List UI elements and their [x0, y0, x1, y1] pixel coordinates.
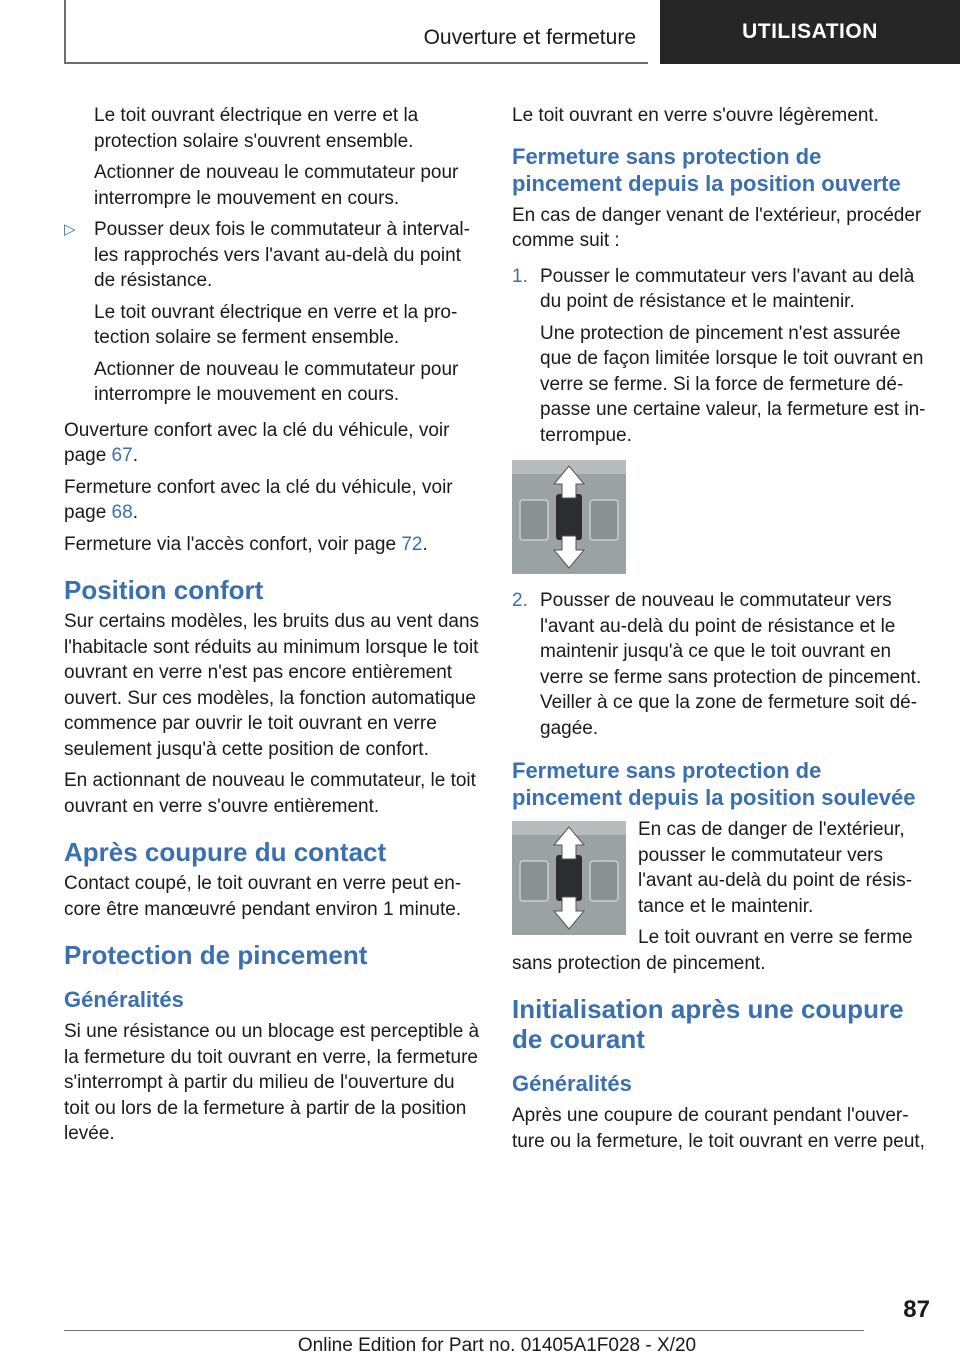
- heading-initialisation: Initialisation après une coupure de courant: [512, 994, 904, 1054]
- paragraph: Après une coupure de courant pendant l'ouverture ou la fermeture, le toit ouvrant en verre peut,: [512, 1105, 925, 1152]
- heading-apres-coupure: Après coupure du contact: [64, 837, 387, 867]
- roof-switch-icon: [512, 460, 626, 574]
- cross-reference: Fermeture confort avec la clé du véhicule, voir page 68.: [64, 476, 453, 523]
- subheading-generalites: Généralités: [64, 987, 184, 1012]
- heading-fermeture-soulevee: Fermeture sans protection de pincement depuis la position soulevée: [512, 758, 916, 810]
- numbered-step: [512, 588, 930, 741]
- bullet-text: Pousser deux fois le commutateur à intervalles rapprochés vers l'avant au-delà du point de résistance.: [94, 219, 470, 291]
- cross-reference: Ouverture confort avec la clé du véhicule, voir page 67.: [64, 419, 450, 466]
- page-link-72[interactable]: 72: [401, 533, 423, 555]
- paragraph: Contact coupé, le toit ouvrant en verre peut encore être manœuvré pendant environ 1 minute.: [64, 873, 462, 920]
- header-chapter-tab: [660, 0, 960, 64]
- right-column: [512, 103, 930, 1160]
- paragraph: Le toit ouvrant électrique en verre et la protection solaire se ferment ensemble.: [94, 301, 458, 348]
- step-number: 2.: [512, 590, 528, 611]
- subheading-generalites: Généralités: [512, 1071, 632, 1096]
- page-number: 87: [903, 1296, 930, 1323]
- paragraph: Si une résistance ou un blocage est perceptible à la fermeture du toit ouvrant en verre, la fermeture s'interrompt à partir du milieu de l'ouverture du toit ou lors de la fermeture à partir de la position levée.: [64, 1021, 480, 1144]
- step-text: Pousser de nouveau le commutateur vers l'avant au-delà du point de résistance et le maintenir jusqu'à ce que le toit ouvrant en verre se ferme sans protection de pincement. Veiller à ce que la zone de fermeture soit dégagée.: [540, 590, 922, 739]
- paragraph: Sur certains modèles, les bruits dus au vent dans l'habitacle sont réduits au minimum lorsque le toit ouvrant en verre n'est pas encore entièrement ouvert. Sur ces modèles, la fonction automatique commence par ouvrir le toit ouvrant en verre seulement jusqu'à cette position de confort.: [64, 611, 480, 760]
- paragraph: Le toit ouvrant en verre s'ouvre légèrement.: [512, 105, 879, 126]
- triangle-bullet-icon: ▷: [64, 221, 76, 238]
- heading-protection-pincement: Protection de pincement: [64, 940, 368, 970]
- paragraph: En cas de danger de l'extérieur, pousser le commutateur vers l'avant au-delà du point de résistance et le maintenir.: [638, 819, 913, 917]
- paragraph: Actionner de nouveau le commutateur pour interrompre le mouvement en cours.: [94, 358, 459, 405]
- reference-text: Fermeture via l'accès confort, voir page: [64, 533, 402, 555]
- cross-reference: Fermeture via l'accès confort, voir page 72.: [64, 533, 428, 555]
- roof-switch-icon: [512, 821, 626, 935]
- header-rule-horizontal: [64, 62, 648, 64]
- header-rule-vertical: [64, 0, 66, 64]
- numbered-step: [512, 264, 930, 315]
- step-number: 1.: [512, 265, 528, 287]
- chapter-label: UTILISATION: [742, 20, 878, 43]
- paragraph: Le toit ouvrant en verre se ferme sans protection de pincement.: [512, 927, 913, 974]
- reference-text: Fermeture confort avec la clé du véhicule, voir page: [64, 476, 453, 523]
- bullet-item: [64, 217, 482, 294]
- page-link-67[interactable]: 67: [111, 445, 133, 466]
- paragraph: Le toit ouvrant électrique en verre et la protection solaire s'ouvrent ensemble.: [94, 105, 419, 152]
- paragraph: Actionner de nouveau le commutateur pour interrompre le mouvement en cours.: [94, 162, 459, 209]
- paragraph: En cas de danger venant de l'extérieur, procéder comme suit :: [512, 204, 922, 251]
- page-link-68[interactable]: 68: [111, 502, 133, 523]
- heading-position-confort: Position confort: [64, 575, 264, 605]
- figure-with-text: [512, 817, 930, 976]
- heading-fermeture-ouverte: Fermeture sans protection de pincement depuis la position ouverte: [512, 143, 901, 196]
- paragraph: En actionnant de nouveau le commutateur, le toit ouvrant en verre s'ouvre entièrement.: [64, 770, 476, 817]
- reference-text: Ouverture confort avec la clé du véhicule, voir page: [64, 419, 450, 466]
- paragraph: Une protection de pincement n'est assurée que de façon limitée lorsque le toit ouvrant en verre se ferme. Si la force de fermeture dépasse une certaine valeur, la fermeture est interrompue.: [540, 322, 926, 446]
- footer-rule: [64, 1330, 864, 1331]
- footer-edition: Online Edition for Part no. 01405A1F028 - X/20: [297, 1335, 697, 1356]
- left-column: [64, 103, 482, 1153]
- header-section-title: Ouverture et fermeture: [423, 26, 636, 49]
- switch-figure: [512, 460, 930, 574]
- step-text: Pousser le commutateur vers l'avant au delà du point de résistance et le maintenir.: [540, 265, 915, 312]
